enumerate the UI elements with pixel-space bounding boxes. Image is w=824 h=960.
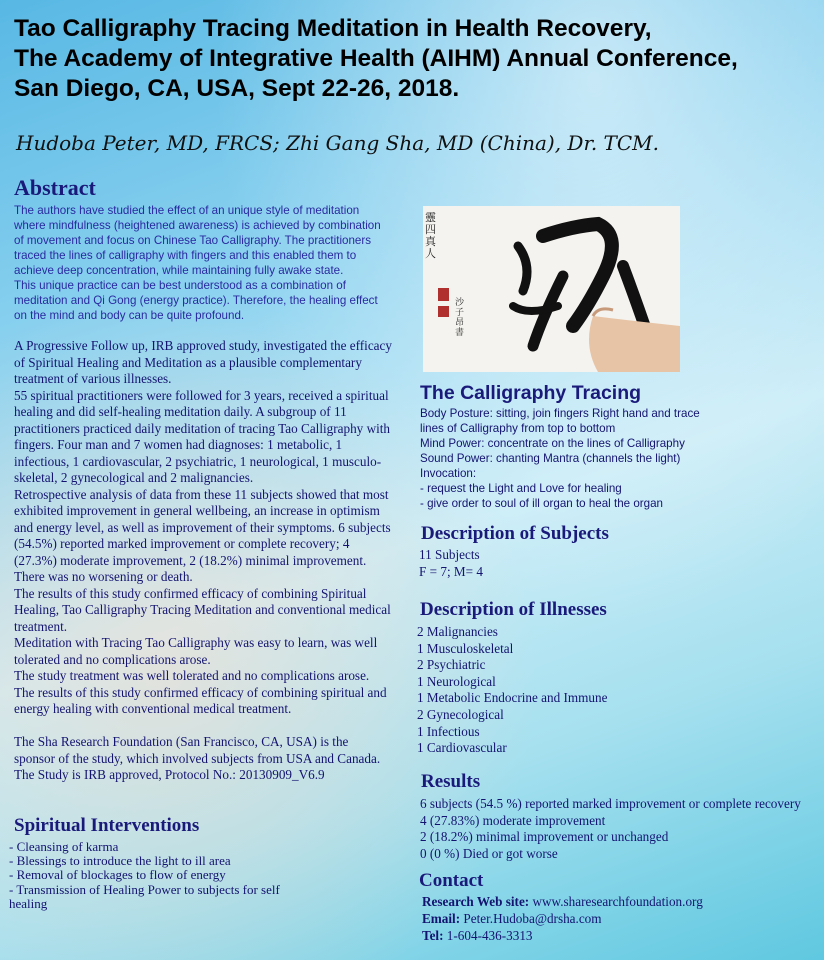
list-item: Mind Power: concentrate on the lines of Calligraphy xyxy=(420,437,685,450)
abstract-para-1: The authors have studied the effect of an unique style of meditation where mindfulness (heightened awareness) is achieved by combination of movement and focus on Chinese Tao Calligraphy. The practitioners traced the lines of calligraphy with fingers and this enabled them to achieve deep concentration, while maintaining fully awake state. xyxy=(14,204,381,277)
list-item: 2 Gynecological xyxy=(417,706,504,722)
list-item: 2 Psychiatric xyxy=(417,657,486,673)
subjects-heading: Description of Subjects xyxy=(421,523,609,544)
list-item: 11 Subjects xyxy=(419,547,480,562)
abstract-para-7: Meditation with Tracing Tao Calligraphy was easy to learn, was well tolerated and no complications arose. xyxy=(14,635,378,667)
list-item: Body Posture: sitting, join fingers Right hand and trace xyxy=(420,407,700,420)
abstract-intro xyxy=(14,203,389,323)
subjects-body xyxy=(419,547,483,580)
list-item: 4 (27.83%) moderate improvement xyxy=(420,812,606,828)
contact-tel-value: 1-604-436-3313 xyxy=(446,927,533,943)
tracing-heading: The Calligraphy Tracing xyxy=(420,382,642,404)
authors: Hudoba Peter, MD, FRCS; Zhi Gang Sha, MD (China), Dr. TCM. xyxy=(16,131,660,155)
list-item: - request the Light and Love for healing xyxy=(420,482,622,495)
contact-email-label: Email: xyxy=(422,910,461,926)
list-item: 1 Infectious xyxy=(417,723,480,739)
abstract-para-6: The results of this study confirmed efficacy of combining Spiritual Healing, Tao Calligraphy Tracing Meditation and conventional medical treatment. xyxy=(14,585,391,634)
contact-tel-label: Tel: xyxy=(422,927,444,943)
list-item: - give order to soul of ill organ to heal the organ xyxy=(420,497,663,510)
list-item: 2 (18.2%) minimal improvement or unchanged xyxy=(420,829,669,845)
abstract-para-8: The study treatment was well tolerated and no complications arose. xyxy=(14,668,370,683)
calligraphy-photo xyxy=(423,206,680,372)
abstract-para-5: Retrospective analysis of data from these 11 subjects showed that most exhibited improvement in general wellbeing, an increase in optimism and energy level, as well as improvement of their symptoms. 6 subjects (54.5%) reported marked improvement or complete recovery; 4 (27.3%) moderate improvement, 2 (18.2%) minimal improvement. There was no worsening or death. xyxy=(14,486,391,584)
list-item: - Transmission of Healing Power to subjects for self healing xyxy=(9,881,280,911)
abstract-para-10: The Sha Research Foundation (San Francisco, CA, USA) is the sponsor of the study, which involved subjects from USA and Canada. The Study is IRB approved, Protocol No.: 20130909_V6.9 xyxy=(14,734,381,782)
contact-web-label: Research Web site: xyxy=(422,894,530,909)
title-line-1: Tao Calligraphy Tracing Meditation in Health Recovery, xyxy=(14,15,652,42)
contact-email-row xyxy=(422,911,703,928)
abstract-para-4: 55 spiritual practitioners were followed for 3 years, received a spiritual healing and did self-healing meditation daily. A subgroup of 11 practitioners practiced daily meditation of tracing Tao Calligraphy with fingers. Four man and 7 women had diagnoses: 1 metabolic, 1 infectious, 1 cardiovascular, 2 psychiatric, 1 neurological, 1 musculo-skeletal, 2 gynecological and 2 malignancies. xyxy=(14,387,391,485)
abstract-para-2: This unique practice can be best understood as a combination of meditation and Qi Gong (energy practice). Therefore, the healing effect on the mind and body can be quite profound. xyxy=(14,279,378,322)
contact-web-link[interactable]: www.sharesearchfoundation.org xyxy=(532,894,703,909)
list-item: F = 7; M= 4 xyxy=(419,563,483,579)
list-item: Sound Power: chanting Mantra (channels the light) xyxy=(420,452,681,465)
calligraphy-side-text: 靈四真人 xyxy=(425,211,436,260)
calligraphy-side-text-2: 沙子昂書 xyxy=(455,298,465,338)
list-item: - Cleansing of karma xyxy=(9,839,119,854)
list-item: 1 Neurological xyxy=(417,673,496,689)
tracing-body xyxy=(420,406,760,511)
contact-web-row xyxy=(422,894,703,911)
list-item: - Blessings to introduce the light to ill area xyxy=(9,853,231,869)
list-item: 6 subjects (54.5 %) reported marked improvement or complete recovery xyxy=(420,796,801,811)
list-item: 1 Metabolic Endocrine and Immune xyxy=(417,690,608,706)
spiritual-heading: Spiritual Interventions xyxy=(14,815,200,836)
list-item: lines of Calligraphy from top to bottom xyxy=(420,422,616,435)
list-item: 0 (0 %) Died or got worse xyxy=(420,845,558,861)
list-item: - Removal of blockages to flow of energy xyxy=(9,867,226,883)
spiritual-list xyxy=(9,840,309,911)
poster-title xyxy=(14,14,814,104)
contact-heading: Contact xyxy=(419,870,484,891)
contact-tel-row xyxy=(422,928,703,945)
list-item: 2 Malignancies xyxy=(417,624,498,639)
abstract-heading: Abstract xyxy=(14,175,96,200)
abstract-body xyxy=(14,338,392,784)
results-body xyxy=(420,796,801,862)
results-heading: Results xyxy=(421,771,481,792)
contact-body xyxy=(422,894,703,944)
calligraphy-image xyxy=(423,206,680,372)
illnesses-heading: Description of Illnesses xyxy=(420,599,607,620)
list-item: 1 Musculoskeletal xyxy=(417,640,514,656)
title-line-3: San Diego, CA, USA, Sept 22-26, 2018. xyxy=(14,75,460,102)
abstract-para-9: The results of this study confirmed efficacy of combining spiritual and energy healing with conventional medical treatment. xyxy=(14,684,387,716)
illnesses-body xyxy=(417,624,607,757)
list-item: Invocation: xyxy=(420,467,477,480)
contact-email-link[interactable]: Peter.Hudoba@drsha.com xyxy=(463,910,602,926)
list-item: 1 Cardiovascular xyxy=(417,740,507,756)
abstract-para-3: A Progressive Follow up, IRB approved study, investigated the efficacy of Spiritual Healing and Meditation as a plausible complementary treatment of various illnesses. xyxy=(14,338,392,386)
title-line-2: The Academy of Integrative Health (AIHM) Annual Conference, xyxy=(14,45,738,72)
